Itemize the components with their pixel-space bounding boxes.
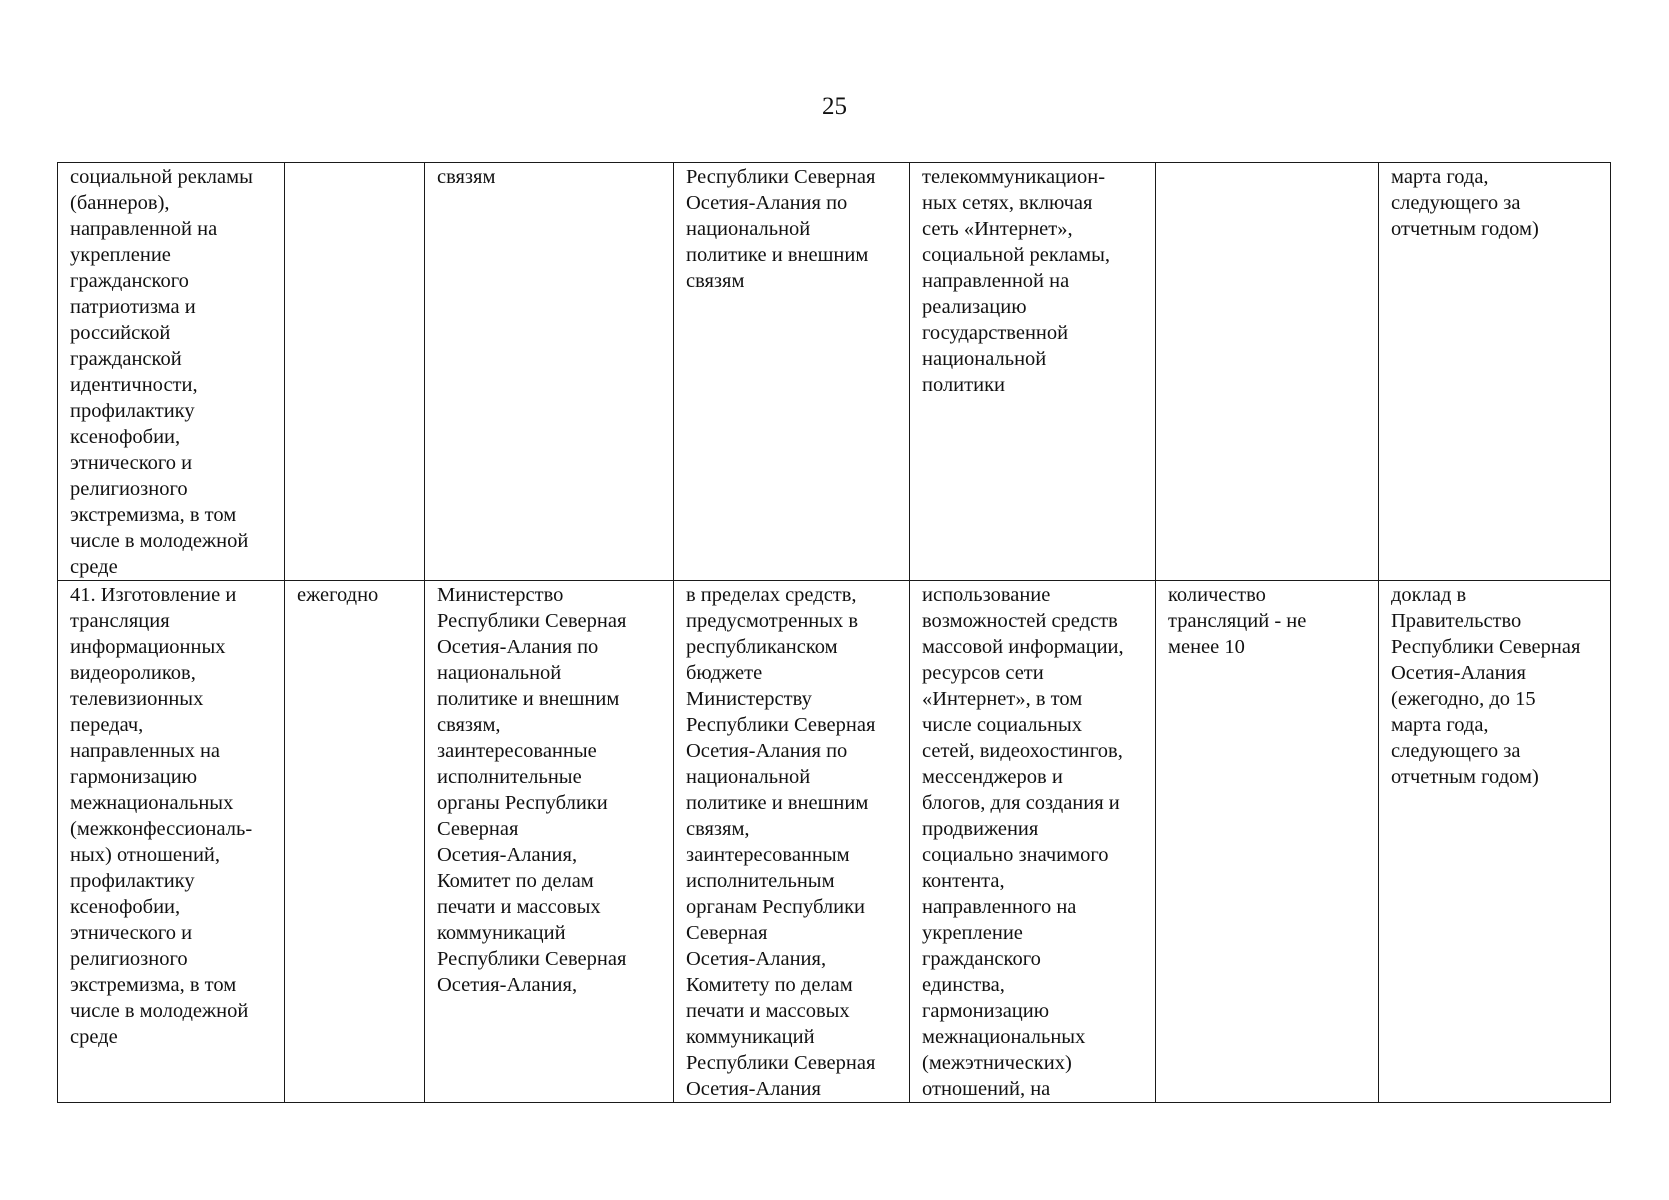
cell-responsible	[425, 581, 674, 1103]
cell-text: марта года, следующего за отчетным годом)	[1391, 166, 1539, 240]
cell-funding	[674, 581, 910, 1103]
cell-deadline	[285, 581, 425, 1103]
cell-indicator	[1156, 163, 1379, 581]
cell-responsible	[425, 163, 674, 581]
cell-text: 41. Изготовление и трансляция информационных видеороликов, телевизионных передач, направленных на гармонизацию межнациональных (межконфессиональ- ных) отношений, профилактику ксенофобии, этнического и религиозного экстремизма, в том числе в молодежной среде	[70, 584, 253, 1048]
cell-report	[1379, 581, 1611, 1103]
table-row-41	[58, 581, 1611, 1103]
measures-table	[57, 162, 1611, 1103]
cell-indicator	[1156, 581, 1379, 1103]
cell-text: ежегодно	[297, 584, 379, 606]
cell-content	[910, 581, 1156, 1103]
cell-content	[910, 163, 1156, 581]
cell-text: связям	[437, 166, 496, 188]
cell-measure	[58, 581, 285, 1103]
cell-text: Республики Северная Осетия-Алания по национальной политике и внешним связям	[686, 166, 876, 292]
cell-text: социальной рекламы (баннеров), направленной на укрепление гражданского патриотизма и российской гражданской идентичности, профилактику ксенофобии, этнического и религиозного экстремизма, в том числе в молодежной среде	[70, 166, 253, 578]
cell-text: доклад в Правительство Республики Северная Осетия-Алания (ежегодно, до 15 марта года, следующего за отчетным годом)	[1391, 584, 1581, 788]
cell-text: телекоммуникацион- ных сетях, включая сеть «Интернет», социальной рекламы, направленной на реализацию государственной национальной политики	[922, 166, 1110, 396]
cell-text: использование возможностей средств массовой информации, ресурсов сети «Интернет», в том числе социальных сетей, видеохостингов, мессенджеров и блогов, для создания и продвижения социально значимого контента, направленного на укрепление гражданского единства, гармонизацию межнациональных (межэтнических) отношений, на	[922, 584, 1124, 1100]
table-row-continued	[58, 163, 1611, 581]
cell-funding	[674, 163, 910, 581]
cell-measure	[58, 163, 285, 581]
cell-report	[1379, 163, 1611, 581]
cell-text: Министерство Республики Северная Осетия-Алания по национальной политике и внешним связям, заинтересованные исполнительные органы Республики Северная Осетия-Алания, Комитет по делам печати и массовых коммуникаций Республики Северная Осетия-Алания,	[437, 584, 627, 996]
cell-text: в пределах средств, предусмотренных в республиканском бюджете Министерству Республики Северная Осетия-Алания по национальной политике и внешним связям, заинтересованным исполнительным органам Республики Северная Осетия-Алания, Комитету по делам печати и массовых коммуникаций Республики Северная Осетия-Алания	[686, 584, 876, 1100]
cell-deadline	[285, 163, 425, 581]
cell-text: количество трансляций - не менее 10	[1168, 584, 1307, 658]
page-number: 25	[822, 93, 847, 120]
